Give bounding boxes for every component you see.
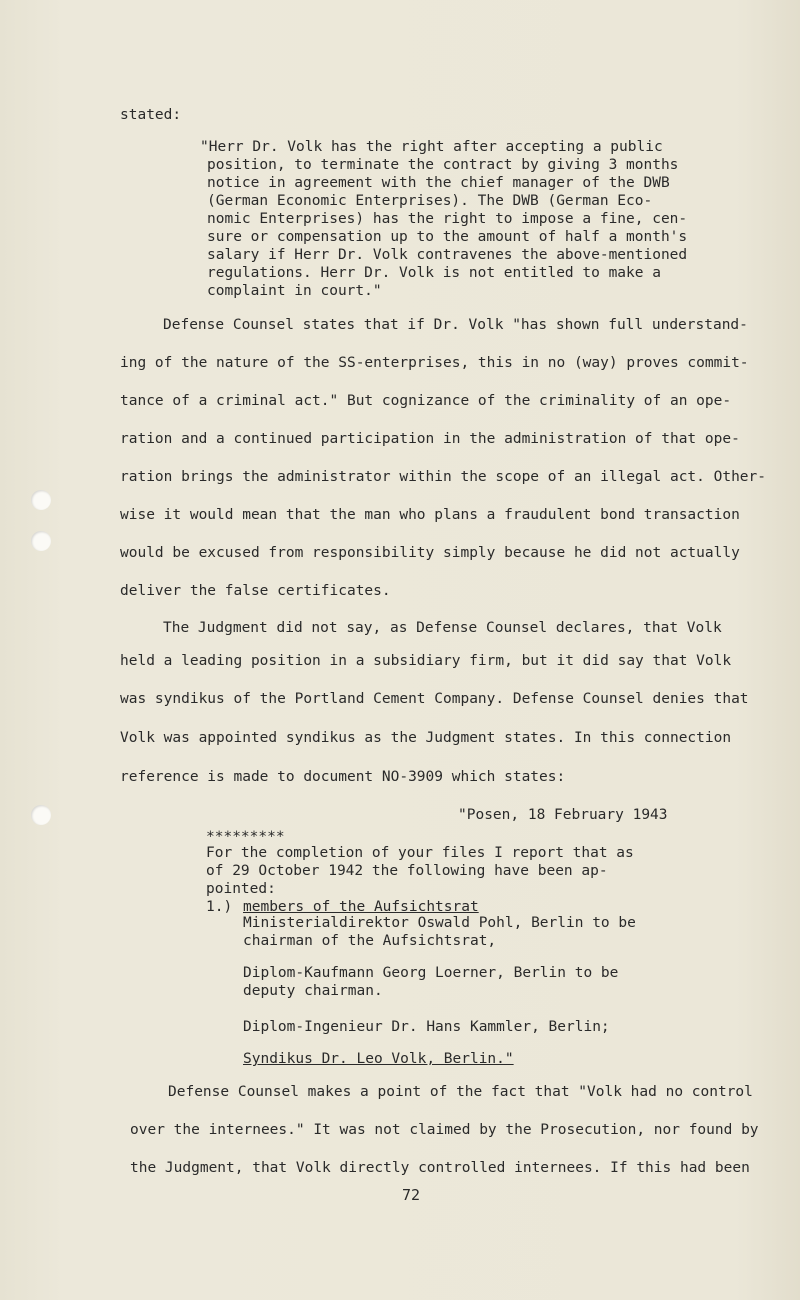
paragraph-line: ration and a continued participation in the administration of that ope- bbox=[120, 431, 740, 447]
quote-line: "Herr Dr. Volk has the right after accepting a public bbox=[200, 139, 663, 155]
quote-line: regulations. Herr Dr. Volk is not entitled to make a bbox=[207, 265, 661, 281]
punch-hole bbox=[31, 805, 51, 825]
paragraph-line: deliver the false certificates. bbox=[120, 583, 391, 599]
paragraph-line: Volk was appointed syndikus as the Judgment states. In this connection bbox=[120, 730, 732, 746]
document-stars: ********* bbox=[206, 829, 285, 845]
quote-line: position, to terminate the contract by giving 3 months bbox=[207, 157, 679, 173]
member-line: deputy chairman. bbox=[243, 983, 383, 999]
punch-hole bbox=[31, 531, 51, 551]
quote-line: sure or compensation up to the amount of half a month's bbox=[207, 229, 688, 245]
paragraph-line: the Judgment, that Volk directly controlled internees. If this had been bbox=[130, 1160, 750, 1176]
document-intro-line: pointed: bbox=[206, 881, 276, 897]
paragraph-line: tance of a criminal act." But cognizance of the criminality of an ope- bbox=[120, 393, 732, 409]
document-intro-line: For the completion of your files I report that as bbox=[206, 845, 634, 861]
paragraph-line: The Judgment did not say, as Defense Counsel declares, that Volk bbox=[163, 620, 722, 636]
paragraph-line: ration brings the administrator within the scope of an illegal act. Other- bbox=[120, 469, 767, 485]
member-line: Ministerialdirektor Oswald Pohl, Berlin to be bbox=[243, 915, 636, 931]
page-number: 72 bbox=[402, 1186, 421, 1204]
paragraph-line: over the internees." It was not claimed by the Prosecution, nor found by bbox=[130, 1122, 759, 1138]
syndikus-line: Syndikus Dr. Leo Volk, Berlin." bbox=[243, 1051, 514, 1067]
quote-line: complaint in court." bbox=[207, 283, 382, 299]
paragraph-line: ing of the nature of the SS-enterprises, this in no (way) proves commit- bbox=[120, 355, 749, 371]
paragraph-line: wise it would mean that the man who plans a fraudulent bond transaction bbox=[120, 507, 740, 523]
item-number: 1.) bbox=[206, 899, 233, 915]
member-line: Diplom-Ingenieur Dr. Hans Kammler, Berlin; bbox=[243, 1019, 610, 1035]
document-intro-line: of 29 October 1942 the following have been ap- bbox=[206, 863, 608, 879]
item-heading: members of the Aufsichtsrat bbox=[243, 899, 479, 915]
member-line: Diplom-Kaufmann Georg Loerner, Berlin to be bbox=[243, 965, 619, 981]
paragraph-line: was syndikus of the Portland Cement Company. Defense Counsel denies that bbox=[120, 691, 749, 707]
quote-line: salary if Herr Dr. Volk contravenes the above-mentioned bbox=[207, 247, 688, 263]
paragraph-line: reference is made to document NO-3909 which states: bbox=[120, 769, 566, 785]
document-date: "Posen, 18 February 1943 bbox=[458, 807, 668, 823]
punch-hole bbox=[31, 490, 51, 510]
quote-line: nomic Enterprises) has the right to impose a fine, cen- bbox=[207, 211, 688, 227]
quote-line: notice in agreement with the chief manager of the DWB bbox=[207, 175, 670, 191]
paragraph-line: Defense Counsel states that if Dr. Volk "has shown full understand- bbox=[163, 317, 748, 333]
paragraph-line: held a leading position in a subsidiary firm, but it did say that Volk bbox=[120, 653, 732, 669]
member-line: chairman of the Aufsichtsrat, bbox=[243, 933, 497, 949]
heading-stated: stated: bbox=[120, 107, 182, 123]
quote-line: (German Economic Enterprises). The DWB (German Eco- bbox=[207, 193, 653, 209]
paragraph-line: would be excused from responsibility simply because he did not actually bbox=[120, 545, 740, 561]
paragraph-line: Defense Counsel makes a point of the fact that "Volk had no control bbox=[168, 1084, 753, 1100]
